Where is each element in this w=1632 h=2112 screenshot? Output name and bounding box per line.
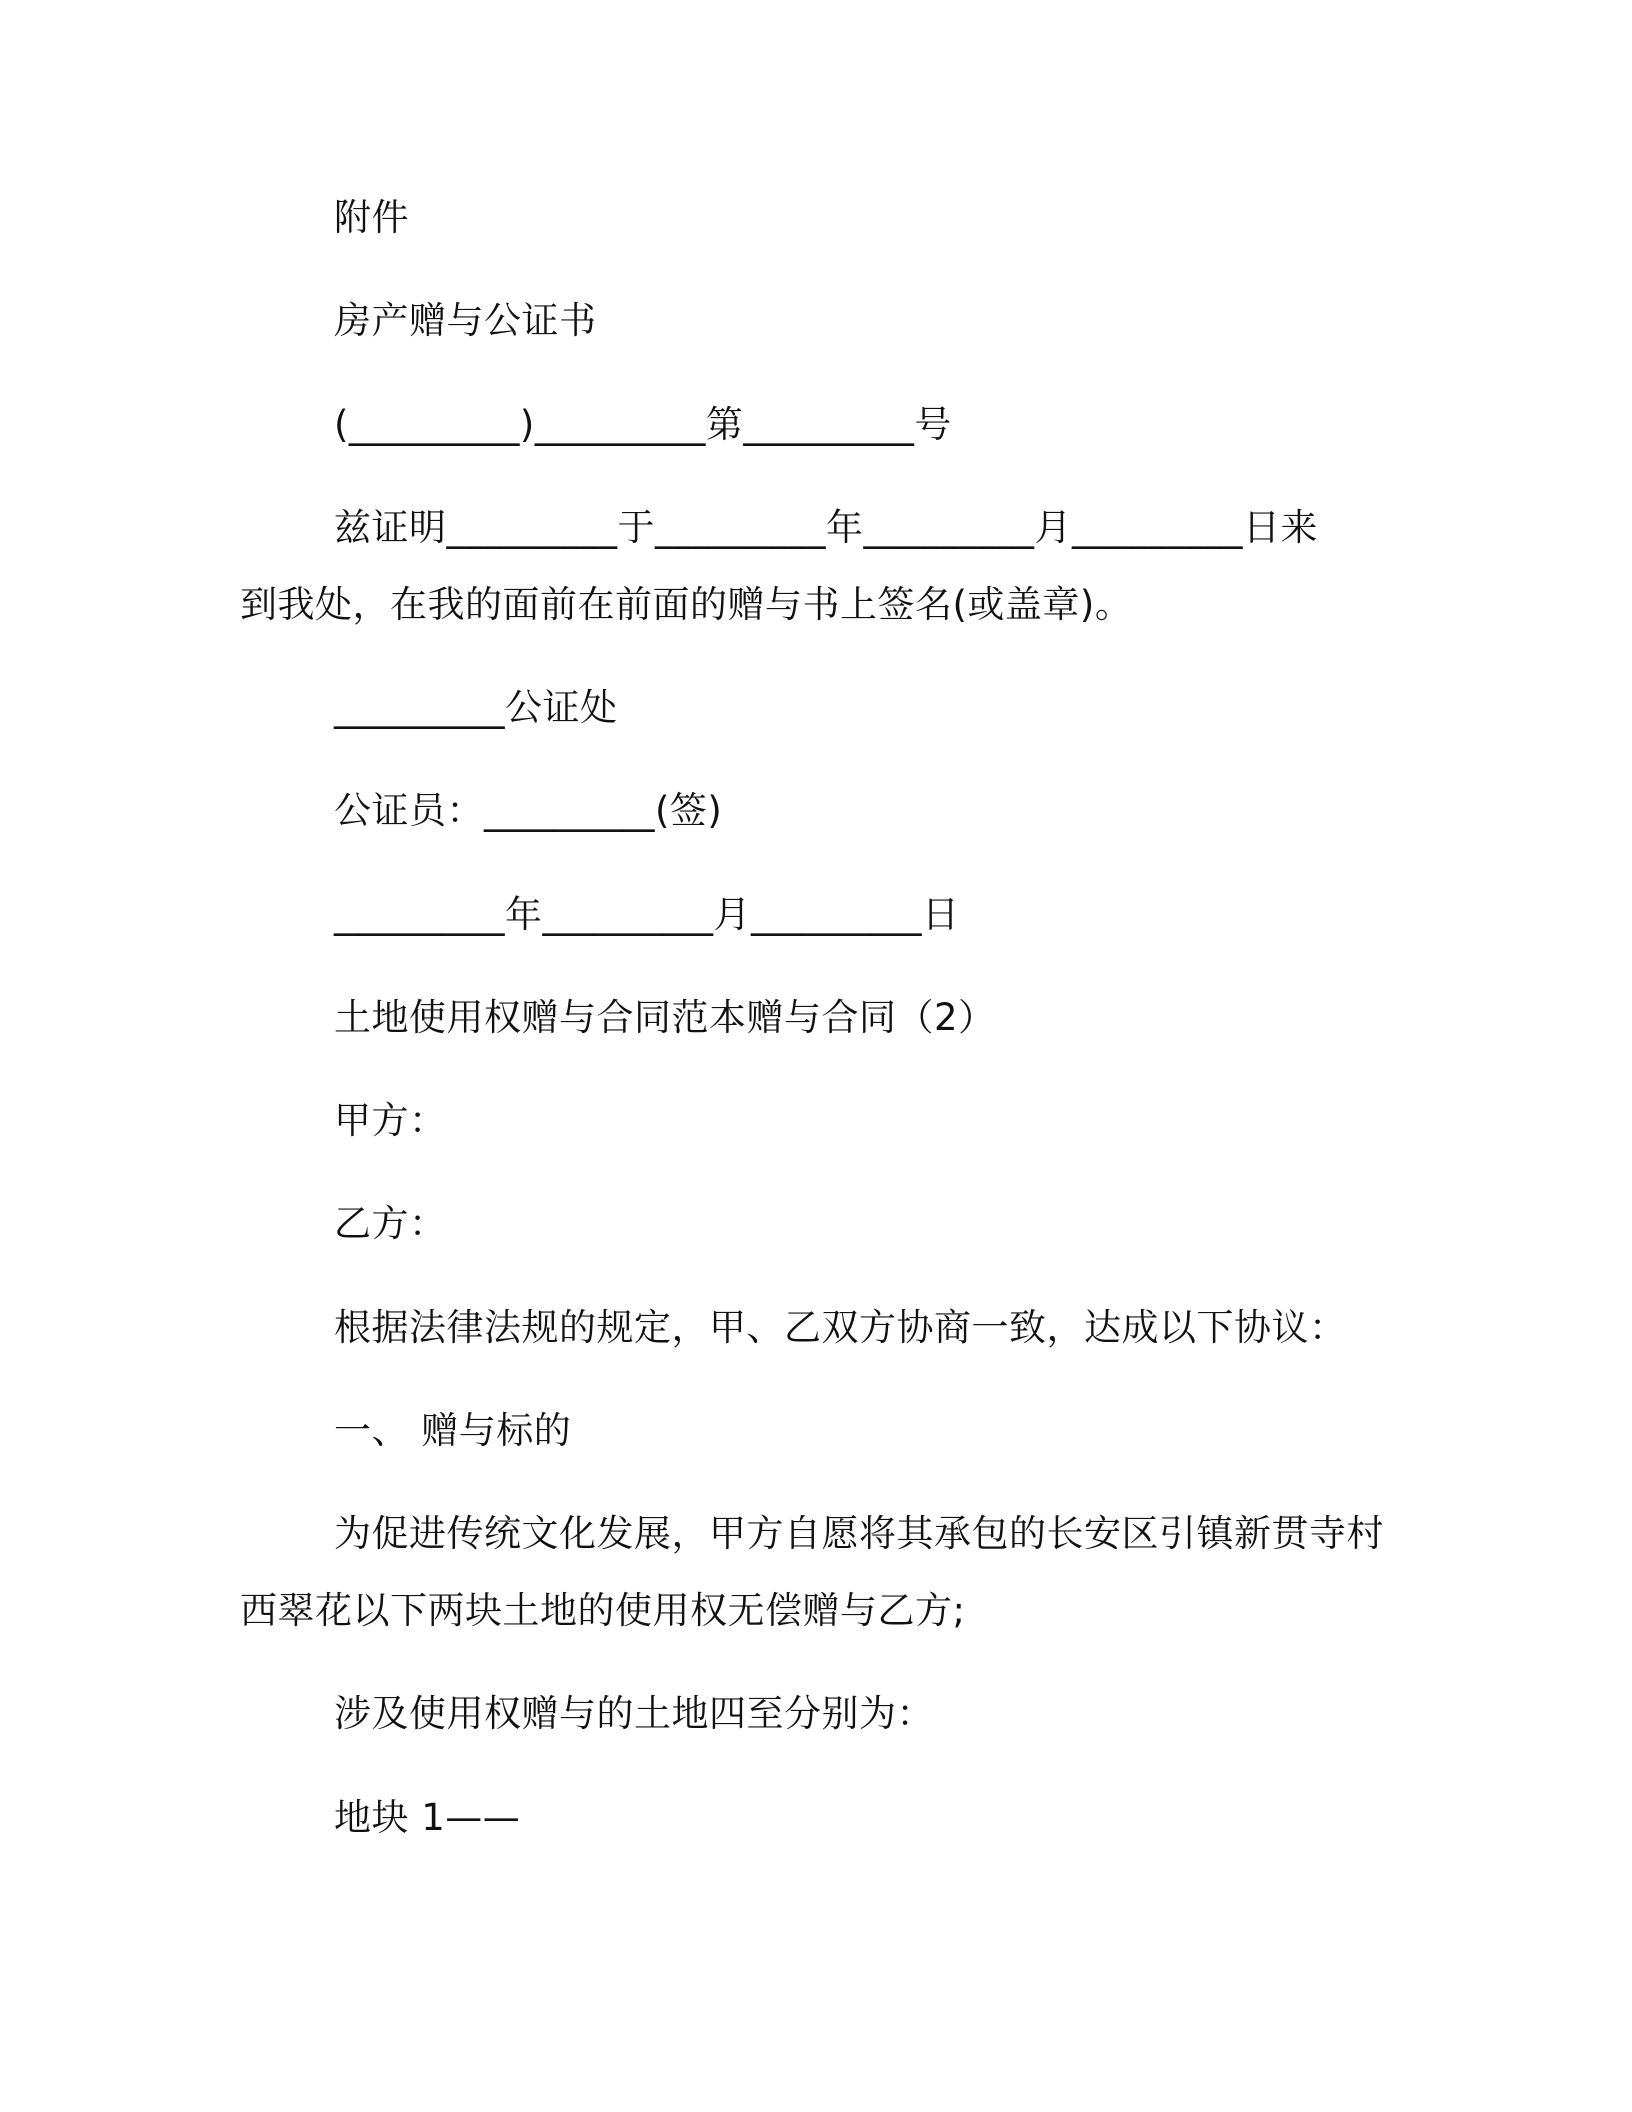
- notary-certificate-title: 房产赠与公证书: [334, 299, 597, 342]
- section-heading-gift-subject: 一、 赠与标的: [334, 1409, 572, 1452]
- notary-signature-line: 公证员：_________(签): [334, 789, 723, 832]
- certification-paragraph-line-1: 兹证明_________于_________年_________月_________日来: [334, 506, 1318, 549]
- contract-title: 土地使用权赠与合同范本赠与合同（2）: [334, 996, 996, 1039]
- agreement-intro: 根据法律法规的规定，甲、乙双方协商一致，达成以下协议：: [334, 1306, 1347, 1349]
- land-boundaries-intro: 涉及使用权赠与的土地四至分别为：: [334, 1692, 934, 1735]
- gift-paragraph-line-2: 西翠花以下两块土地的使用权无偿赠与乙方;: [240, 1589, 966, 1632]
- attachment-label: 附件: [334, 196, 409, 239]
- party-a-label: 甲方：: [334, 1099, 447, 1142]
- parcel-1-label: 地块 1——: [334, 1796, 521, 1839]
- party-b-label: 乙方：: [334, 1202, 447, 1245]
- gift-paragraph-line-1: 为促进传统文化发展，甲方自愿将其承包的长安区引镇新贯寺村: [334, 1512, 1384, 1555]
- certificate-number-line: (_________)_________第_________号: [334, 403, 952, 446]
- certification-paragraph-line-2: 到我处，在我的面前在前面的赠与书上签名(或盖章)。: [240, 583, 1133, 626]
- notary-office-line: _________公证处: [334, 686, 618, 729]
- notary-date-line: _________年_________月_________日: [334, 893, 960, 936]
